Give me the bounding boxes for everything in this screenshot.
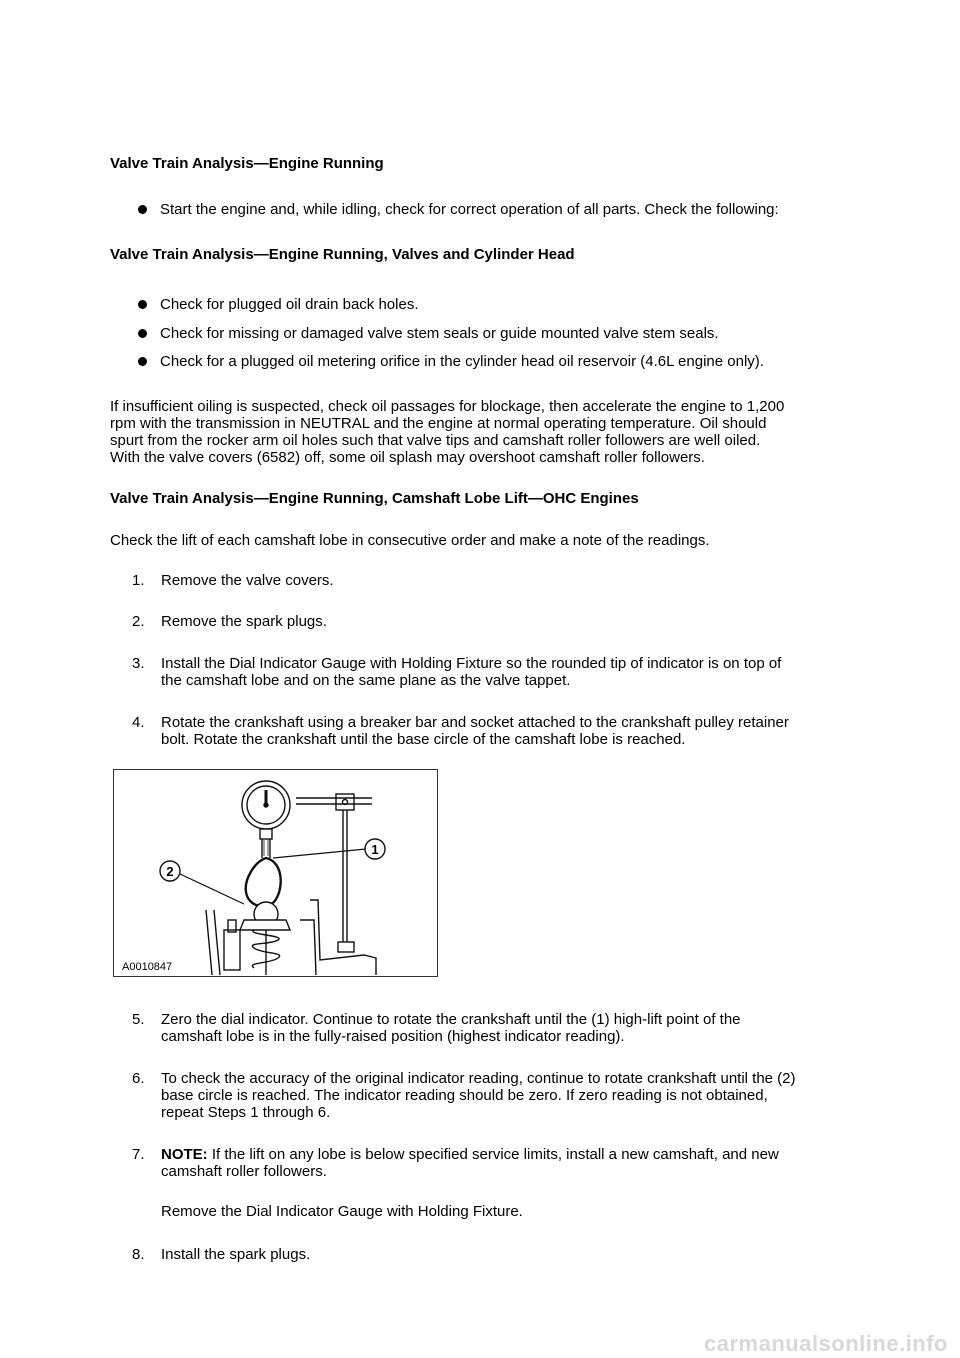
- step-number: 6.: [132, 1070, 145, 1087]
- step-1: [132, 572, 334, 589]
- step-number: 7.: [132, 1146, 145, 1163]
- section-heading-engine-running: Valve Train Analysis—Engine Running: [110, 155, 384, 172]
- step-number: 5.: [132, 1011, 145, 1028]
- step-text: Zero the dial indicator. Continue to rotate the crankshaft until the (1) high-lift point of the: [161, 1011, 741, 1028]
- step-text: the camshaft lobe and on the same plane as the valve tappet.: [161, 672, 571, 689]
- note-text: If the lift on any lobe is below specified service limits, install a new camshaft, and new: [207, 1146, 779, 1163]
- step-8: [132, 1246, 311, 1263]
- step-text: camshaft roller followers.: [161, 1163, 327, 1180]
- step-text: Remove the valve covers.: [161, 572, 334, 589]
- step-text: Install the Dial Indicator Gauge with Holding Fixture so the rounded tip of indicator is on top of: [161, 655, 782, 672]
- paragraph-line: If insufficient oiling is suspected, check oil passages for blockage, then accelerate the engine to 1,200: [110, 398, 785, 415]
- step-text: To check the accuracy of the original indicator reading, continue to rotate crankshaft until the (2): [161, 1070, 796, 1087]
- callout-2-label: 2: [166, 864, 174, 879]
- paragraph-check-lift: Check the lift of each camshaft lobe in consecutive order and make a note of the readings.: [110, 532, 710, 549]
- step-4: [132, 714, 789, 748]
- step-text: camshaft lobe is in the fully-raised position (highest indicator reading).: [161, 1028, 625, 1045]
- figure-id-label: A0010847: [122, 961, 173, 973]
- step-6: [132, 1070, 796, 1121]
- bullet-item: [160, 296, 419, 313]
- step-text: Rotate the crankshaft using a breaker bar and socket attached to the crankshaft pulley retainer: [161, 714, 789, 731]
- bullet-text: Check for a plugged oil metering orifice in the cylinder head oil reservoir (4.6L engine only).: [160, 353, 764, 370]
- step-5: [132, 1011, 741, 1045]
- clamp-block: [336, 794, 354, 810]
- bullet-item: [160, 353, 764, 370]
- step-text: Install the spark plugs.: [161, 1246, 311, 1263]
- section-heading-valves-cylinder-head: Valve Train Analysis—Engine Running, Valves and Cylinder Head: [110, 246, 575, 263]
- bullet-dot-icon: [138, 329, 147, 338]
- step-number: 1.: [132, 572, 145, 589]
- leader-line-1: [273, 849, 366, 858]
- paragraph-line: spurt from the rocker arm oil holes such that valve tips and camshaft roller followers are well oiled.: [110, 432, 761, 449]
- bullet-dot-icon: [138, 357, 147, 366]
- camshaft-lobe: [246, 858, 281, 906]
- bullet-text: Check for missing or damaged valve stem seals or guide mounted valve stem seals.: [160, 325, 719, 342]
- step-text: [161, 1146, 779, 1163]
- step-number: 3.: [132, 655, 145, 672]
- bullet-text: Check for plugged oil drain back holes.: [160, 296, 419, 313]
- dial-indicator-illustration: [113, 769, 438, 977]
- section-heading-camshaft-lobe-lift: Valve Train Analysis—Engine Running, Camshaft Lobe Lift—OHC Engines: [110, 490, 639, 507]
- step-3: [132, 655, 782, 689]
- bullet-item: [160, 325, 719, 342]
- bullet-item-start-engine: [160, 201, 779, 218]
- step-text: Remove the spark plugs.: [161, 613, 327, 630]
- dial-indicator-drawing: [114, 770, 437, 976]
- step-2: [132, 613, 327, 630]
- step-text: Remove the Dial Indicator Gauge with Holding Fixture.: [161, 1203, 523, 1220]
- paragraph-line: rpm with the transmission in NEUTRAL and the engine at normal operating temperature. Oil should: [110, 415, 767, 432]
- paragraph-insufficient-oiling: [110, 398, 784, 466]
- step-number: 4.: [132, 714, 145, 731]
- bullet-dot-icon: [138, 205, 147, 214]
- step-number: 8.: [132, 1246, 145, 1263]
- step-number: 2.: [132, 613, 145, 630]
- bullet-dot-icon: [138, 300, 147, 309]
- step-text: base circle is reached. The indicator reading should be zero. If zero reading is not obtained,: [161, 1087, 768, 1104]
- step-7: [132, 1146, 779, 1220]
- leader-line-2: [180, 874, 244, 904]
- note-label: NOTE:: [161, 1146, 208, 1163]
- bullet-text: Start the engine and, while idling, check for correct operation of all parts. Check the following:: [160, 201, 779, 218]
- step-text: repeat Steps 1 through 6.: [161, 1104, 331, 1121]
- paragraph-line: With the valve covers (6582) off, some oil splash may overshoot camshaft roller followers.: [110, 449, 705, 466]
- step-text: bolt. Rotate the crankshaft until the base circle of the camshaft lobe is reached.: [161, 731, 686, 748]
- site-watermark: carmanualsonline.info: [704, 1331, 948, 1356]
- callout-1-label: 1: [371, 842, 379, 857]
